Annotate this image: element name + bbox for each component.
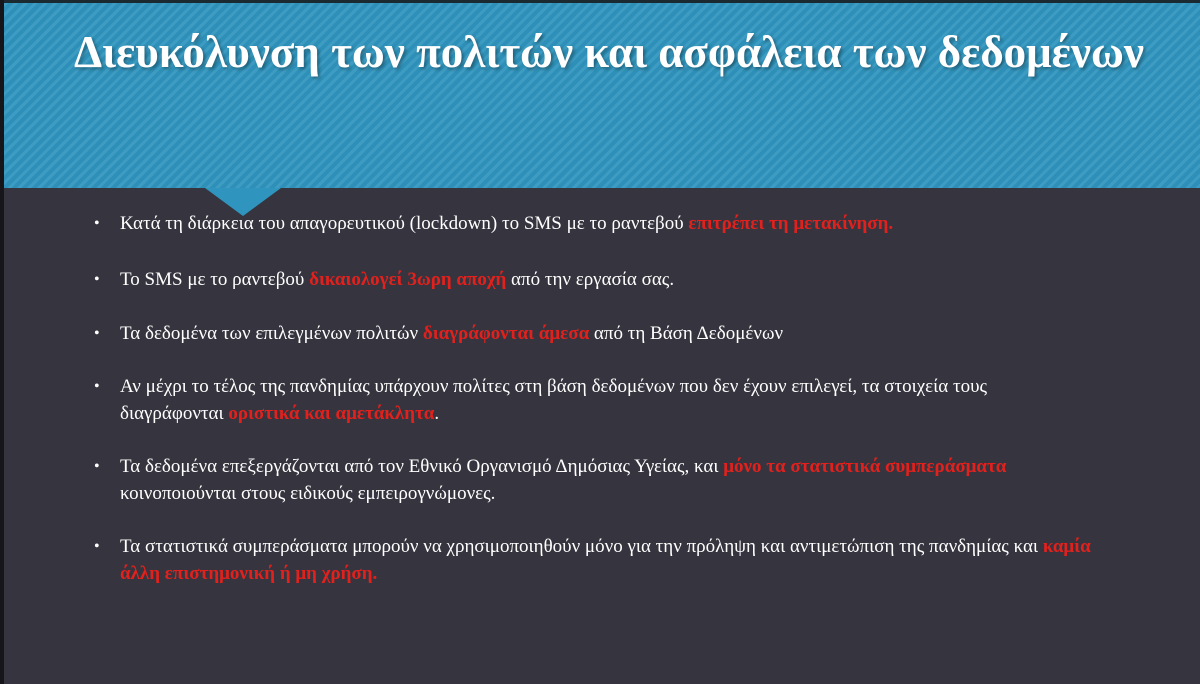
bullet-highlight: καμία άλλη επιστημονική ή μη χρήση. [120,536,1091,584]
bullet-item [94,453,1094,507]
bullet-list [94,210,1094,587]
bullet-text-end: από τη Βάση Δεδομένων [589,323,784,344]
bullet-text: Τα δεδομένα των επιλεγμένων πολιτών [120,323,423,344]
bullet-item [94,210,1094,237]
bullet-text-end: από την εργασία σας. [506,269,675,290]
bullet-text: Τα στατιστικά συμπεράσματα μπορούν να χρησιμοποιηθούν μόνο για την πρόληψη και αντιμετώπιση της πανδημίας και [120,536,1043,557]
bullet-highlight: επιτρέπει τη μετακίνηση. [688,213,894,234]
bullet-text: Το SMS με το ραντεβού [120,269,310,290]
bullet-highlight: διαγράφονται άμεσα [422,323,590,344]
bullet-highlight: δικαιολογεί 3ωρη αποχή [309,269,507,290]
bullet-dot-icon: • [94,325,100,342]
bullet-text-end: . [434,403,440,424]
bullet-text: Τα δεδομένα επεξεργάζονται από τον Εθνικό Οργανισμό Δημόσιας Υγείας, και [120,456,724,477]
bullet-highlight: οριστικά και αμετάκλητα [228,403,435,424]
bullet-item [94,266,1094,293]
bullet-item [94,373,1094,427]
bullet-item [94,533,1094,587]
bullet-text: Κατά τη διάρκεια του απαγορευτικού (lockdown) το SMS με το ραντεβού [120,213,689,234]
bullet-dot-icon: • [94,271,100,288]
bullet-dot-icon: • [94,215,100,232]
title-banner [4,0,1200,188]
bullet-text: Αν μέχρι το τέλος της πανδημίας υπάρχουν πολίτες στη βάση δεδομένων που δεν έχουν επιλεγεί, τα στοιχεία τους διαγράφονται [120,376,988,424]
bullet-dot-icon: • [94,538,100,555]
bullet-dot-icon: • [94,458,100,475]
bullet-highlight: μόνο τα στατιστικά συμπεράσματα [723,456,1007,477]
bullet-dot-icon: • [94,378,100,395]
slide-title: Διευκόλυνση των πολιτών και ασφάλεια των δεδομένων [73,27,1145,77]
bullet-text-end: κοινοποιούνται στους ειδικούς εμπειρογνώμονες. [120,483,496,504]
bullet-item [94,320,1094,347]
